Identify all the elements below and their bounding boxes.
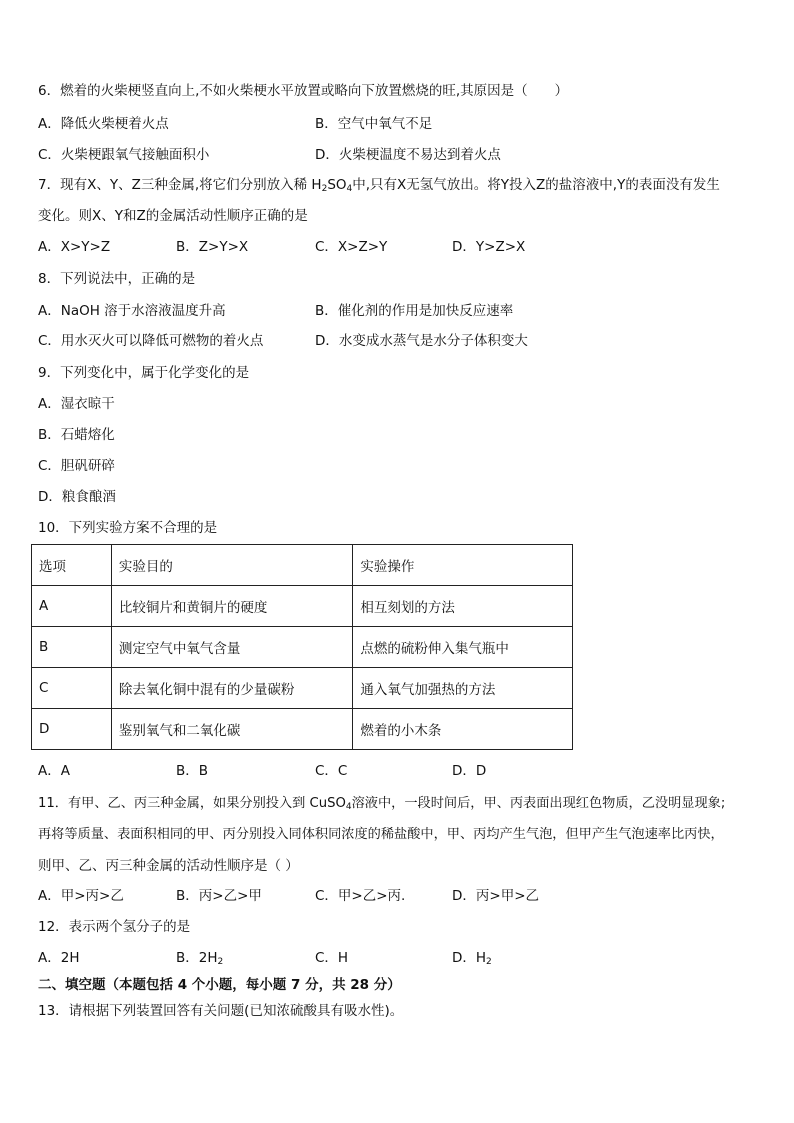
q11-stem-line1 [38, 795, 725, 813]
q10-option-a: A．A [38, 763, 70, 779]
table-header-cell: 实验目的 [111, 545, 353, 586]
table-cell: 鉴别氧气和二氧化碳 [111, 709, 353, 750]
table-cell: 点燃的硫粉伸入集气瓶中 [353, 627, 573, 668]
table-row [32, 586, 573, 627]
q11-stem-line3: 则甲、乙、丙三种金属的活动性顺序是（ ） [38, 858, 299, 874]
q11-stem-part: 溶液中，一段时间后，甲、丙表面出现红色物质，乙没明显现象; [351, 796, 726, 811]
q12-option-b [176, 949, 223, 967]
q7-option-b: B．Z>Y>X [176, 239, 249, 255]
q12-subscript: 2 [486, 957, 492, 967]
q9-option-c: C．胆矾研碎 [38, 458, 115, 474]
table-cell: 通入氧气加强热的方法 [353, 668, 573, 709]
q10-option-c: C．C [315, 763, 348, 779]
q10-option-b: B．B [176, 763, 209, 779]
table-header-row [32, 545, 573, 586]
q12-option-b-text: B．2H [176, 950, 218, 966]
q12-option-a: A．2H [38, 950, 80, 966]
q12-option-d-text: D．H [452, 950, 487, 966]
q7-option-a: A．X>Y>Z [38, 239, 111, 255]
table-cell: 测定空气中氧气含量 [111, 627, 353, 668]
q7-stem-part: SO [327, 177, 347, 193]
table-cell: 比较铜片和黄铜片的硬度 [111, 586, 353, 627]
q6-option-a: A．降低火柴梗着火点 [38, 116, 169, 132]
q12-option-d [452, 949, 492, 967]
q8-option-d: D．水变成水蒸气是水分子体积变大 [315, 333, 528, 349]
q7-subscript: 2 [321, 184, 328, 194]
q11-stem-part: 11．有甲、乙、丙三种金属，如果分别投入到 CuSO [38, 796, 346, 811]
q6-option-c: C．火柴梗跟氧气接触面积小 [38, 147, 210, 163]
table-header-cell: 选项 [32, 545, 112, 586]
q13-stem: 13．请根据下列装置回答有关问题(已知浓硫酸具有吸水性)。 [38, 1003, 404, 1019]
table-row [32, 627, 573, 668]
q10-option-d: D．D [452, 763, 487, 779]
table-row [32, 709, 573, 750]
q7-stem-part: 7．现有X、Y、Z三种金属,将它们分别放入稀 H [38, 177, 322, 193]
q8-stem: 8．下列说法中，正确的是 [38, 271, 196, 287]
q10-stem: 10．下列实验方案不合理的是 [38, 520, 218, 536]
q9-stem: 9．下列变化中，属于化学变化的是 [38, 365, 250, 381]
q12-option-c: C．H [315, 950, 349, 966]
section-heading: 二、填空题（本题包括 4 个小题，每小题 7 分，共 28 分） [38, 977, 401, 993]
q8-option-c: C．用水灭火可以降低可燃物的着火点 [38, 333, 264, 349]
q9-option-b: B．石蜡熔化 [38, 427, 115, 443]
q7-option-c: C．X>Z>Y [315, 239, 388, 255]
q9-option-a: A．湿衣晾干 [38, 396, 115, 412]
q7-option-d: D．Y>Z>X [452, 239, 526, 255]
q11-option-a: A．甲>丙>乙 [38, 888, 124, 904]
q6-option-d: D．火柴梗温度不易达到着火点 [315, 147, 501, 163]
q6-stem: 6．燃着的火柴梗竖直向上,不如火柴梗水平放置或略向下放置燃烧的旺,其原因是（ ） [38, 83, 569, 99]
table-cell: D [32, 709, 112, 750]
q12-subscript: 2 [217, 957, 224, 967]
q11-option-c: C．甲>乙>丙. [315, 888, 406, 904]
q7-stem-line2: 变化。则X、Y和Z的金属活动性顺序正确的是 [38, 208, 308, 224]
q12-stem: 12．表示两个氢分子的是 [38, 919, 191, 935]
q9-option-d: D．粮食酿酒 [38, 489, 116, 505]
table-cell: 相互刻划的方法 [353, 586, 573, 627]
q8-option-b: B．催化剂的作用是加快反应速率 [315, 303, 514, 319]
table-cell: 除去氧化铜中混有的少量碳粉 [111, 668, 353, 709]
q8-option-a: A．NaOH 溶于水溶液温度升高 [38, 303, 226, 319]
table-cell: 燃着的小木条 [353, 709, 573, 750]
table-cell: A [32, 586, 112, 627]
q11-stem-line2: 再将等质量、表面积相同的甲、丙分别投入同体积同浓度的稀盐酸中，甲、丙均产生气泡，但甲产生气泡速率比丙快， [38, 827, 724, 842]
q10-experiment-table [31, 544, 573, 750]
q11-option-b: B．丙>乙>甲 [176, 888, 262, 904]
table-row [32, 668, 573, 709]
table-cell: B [32, 627, 112, 668]
q7-subscript: 4 [346, 184, 353, 194]
q11-subscript: 4 [345, 802, 352, 812]
q6-option-b: B．空气中氧气不足 [315, 116, 433, 132]
q7-stem-line1 [38, 176, 720, 194]
q11-option-d: D．丙>甲>乙 [452, 888, 540, 904]
q7-stem-part: 中,只有X无氢气放出。将Y投入Z的盐溶液中,Y的表面没有发生 [352, 177, 720, 193]
table-cell: C [32, 668, 112, 709]
table-header-cell: 实验操作 [353, 545, 573, 586]
